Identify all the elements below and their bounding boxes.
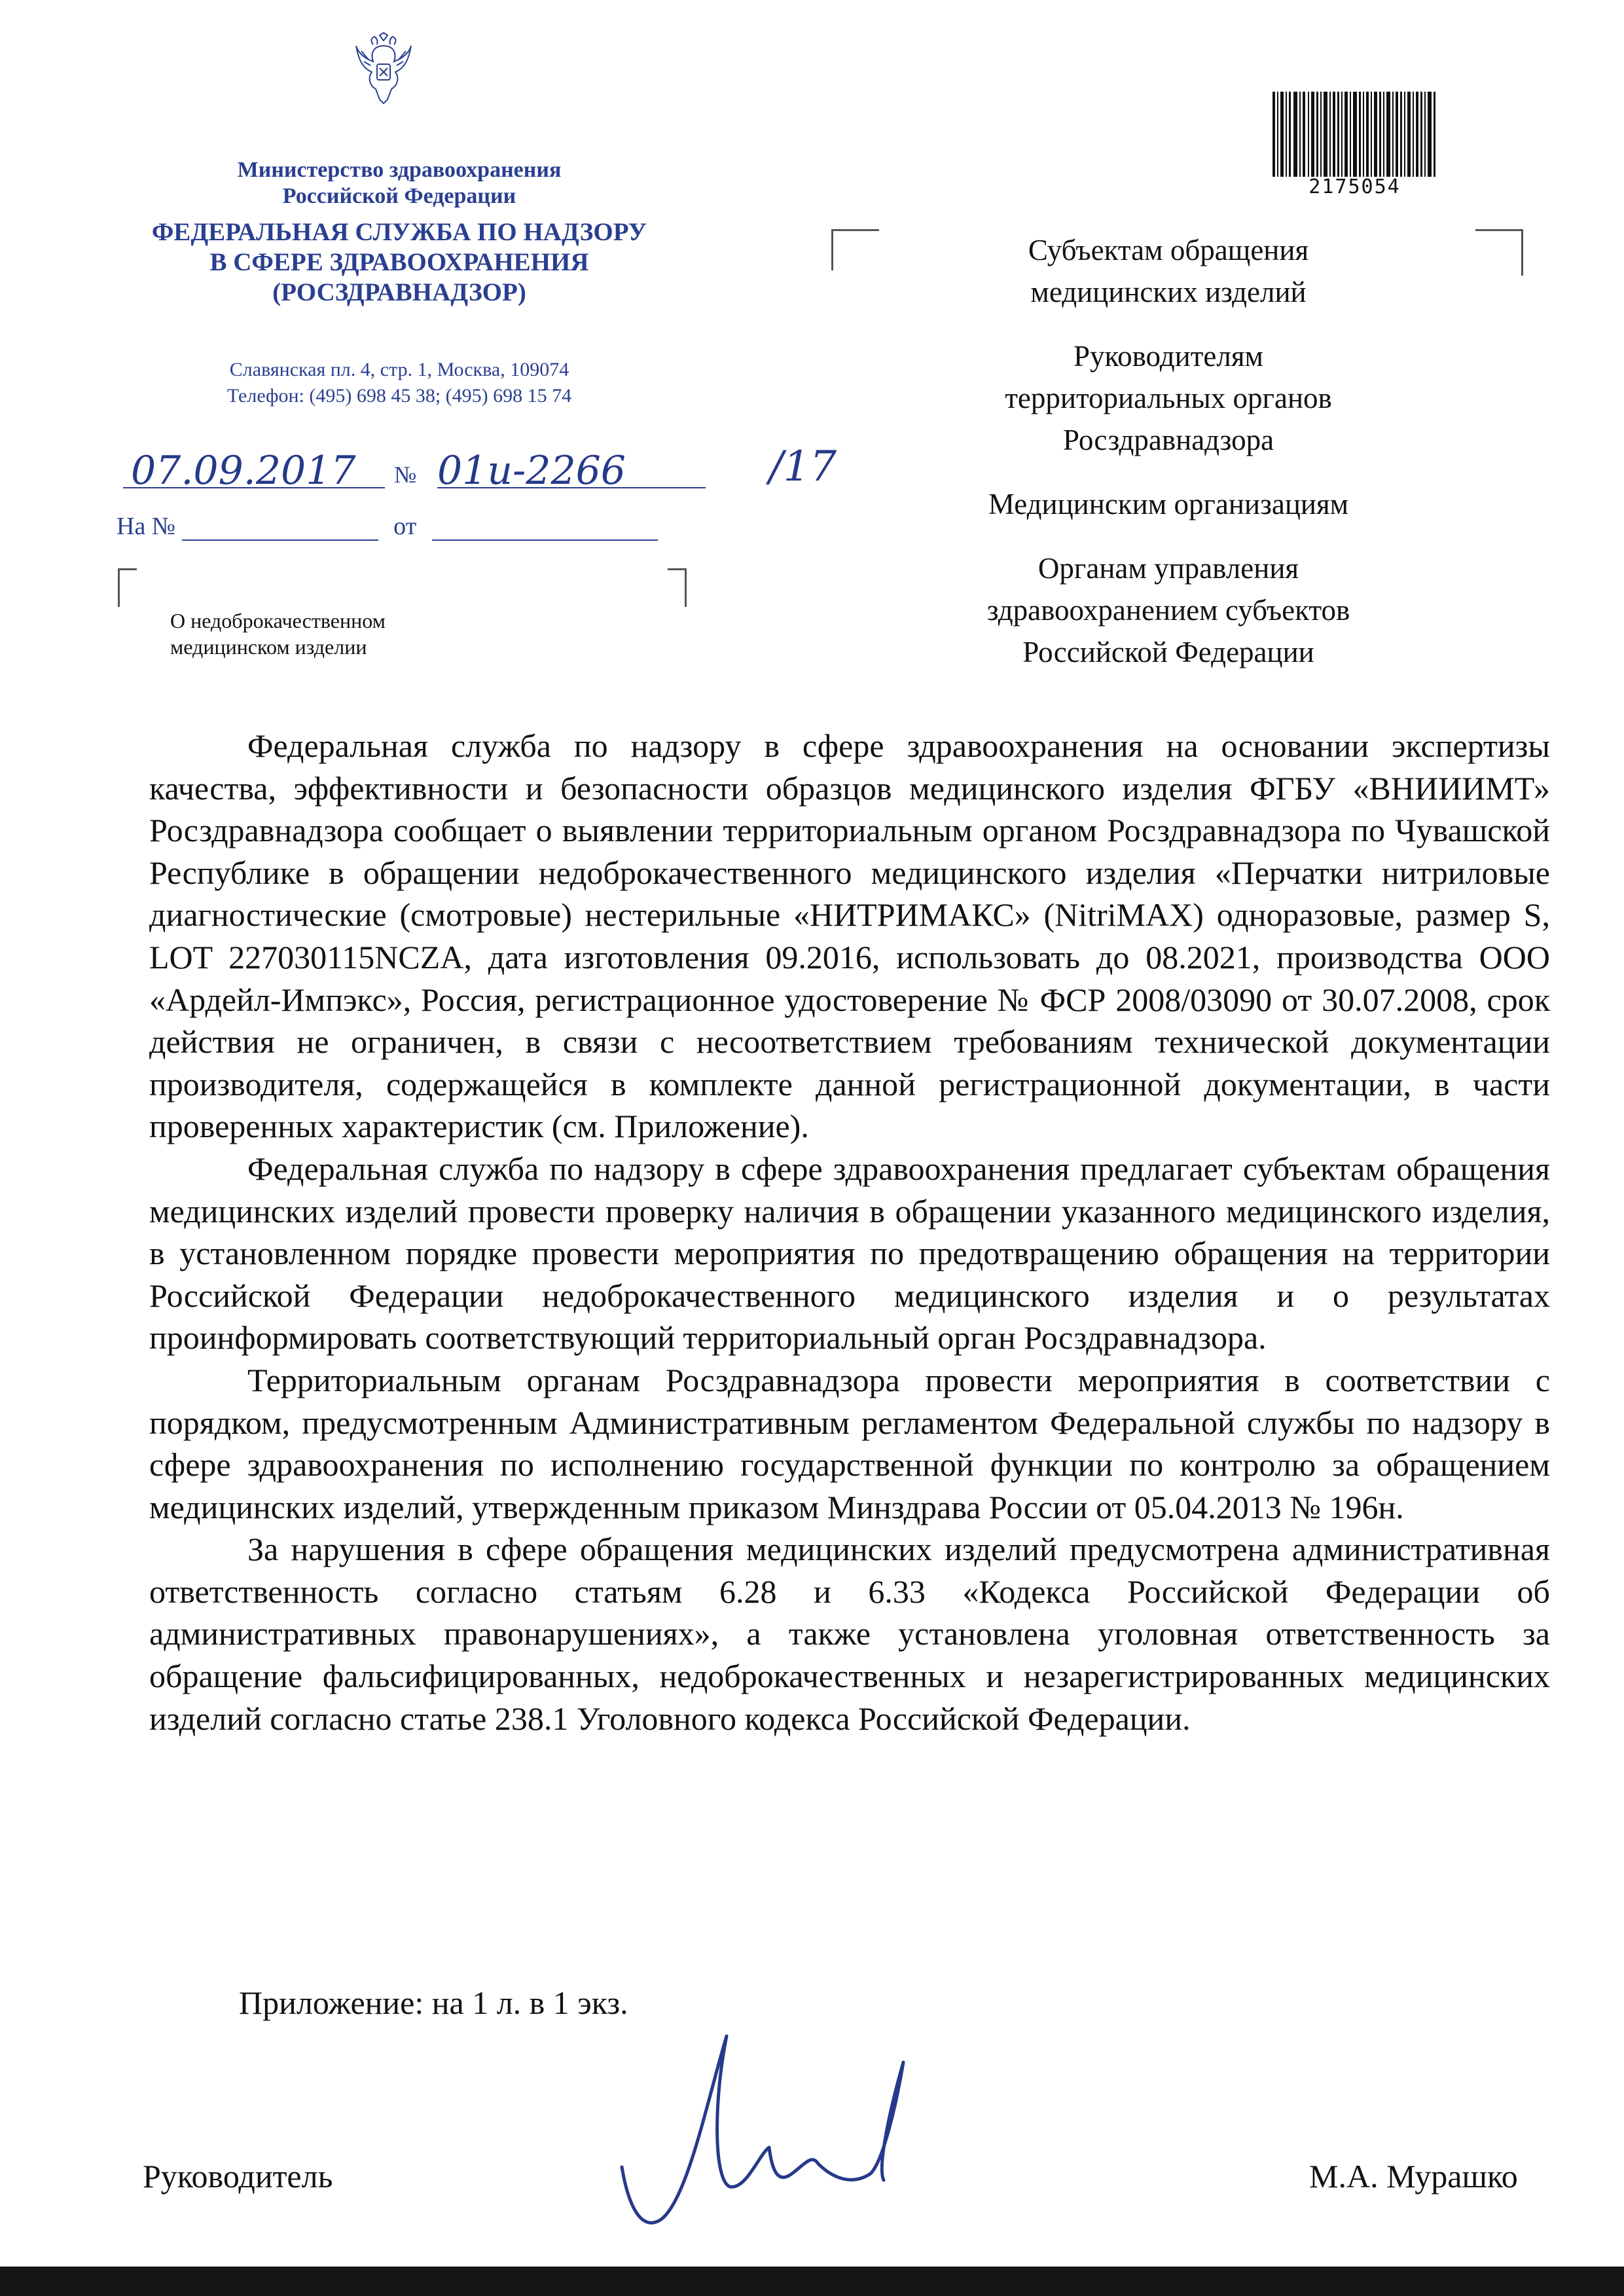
sender-address <box>131 357 668 409</box>
addressee-line: Руководителям <box>1074 340 1263 373</box>
addressee-line: территориальных органов <box>1005 382 1332 414</box>
body-paragraph: Территориальным органам Росздравнадзора провести мероприятия в соответствии с порядком, предусмотренным Административным регламентом Федеральной службы по надзору в сфере здравоохранения по исполнению государственной функции по контролю за обращением медицинских изделий, утвержденным приказом Минздрава России от 05.04.2013 № 196н. <box>149 1361 1550 1525</box>
addressee-item <box>871 335 1466 461</box>
registration-date: 07.09.2017 <box>131 448 356 494</box>
service-line-2: В СФЕРЕ ЗДРАВООХРАНЕНИЯ <box>209 248 589 276</box>
barcode-icon <box>1271 92 1438 177</box>
phone-line: Телефон: (495) 698 45 38; (495) 698 15 74 <box>226 385 572 407</box>
registration-number: 01и-2266 <box>437 448 626 494</box>
addressee-line: Органам управления <box>1038 552 1299 585</box>
addressee-item <box>871 547 1466 673</box>
body-paragraph: Федеральная служба по надзору в сфере здравоохранения на основании экспертизы качества, эффективности и безопасности образцов медицинского изделия ФГБУ «ВНИИИМТ» Росздравнадзора сообщает о выявлении территориальным органом Росздравнадзора по Чувашской Республике в обращении недоброкачественного медицинского изделия «Перчатки нитриловые диагностические (смотровые) нестерильные «НИТРИМАКС» (NitriMAX) одноразовые, размер S, LOT 227030115NCZA, дата изготовления 09.2016, использовать до 08.2021, производства ООО «Ардейл-Импэкс», Россия, регистрационное удостоверение № ФСР 2008/03090 от 30.07.2008, срок действия не ограничен, в связи с несоответствием требованиям технической документации производителя, содержащейся в комплекте данной регистрационной документации, в части проверенных характеристик (см. Приложение). <box>149 727 1550 1145</box>
appendix-note: Приложение: на 1 л. в 1 экз. <box>239 1984 628 2021</box>
service-name <box>98 217 700 308</box>
body-paragraph: За нарушения в сфере обращения медицинских изделий предусмотрена административная ответственность согласно статьям 6.28 и 6.33 «Кодекса Российской Федерации об административных правонарушениях», а также установлена уголовная ответственность за обращение фальсифицированных, недоброкачественных и незарегистрированных медицинских изделий согласно статье 238.1 Уголовного кодекса Российской Федерации. <box>149 1531 1550 1737</box>
barcode-number: 2175054 <box>1308 175 1401 198</box>
reply-number-label: На № <box>117 513 176 540</box>
registration-year: /17 <box>769 443 837 491</box>
service-line-1: ФЕДЕРАЛЬНАЯ СЛУЖБА ПО НАДЗОРУ <box>151 218 647 246</box>
addressee-line: медицинских изделий <box>1030 276 1307 308</box>
reply-number-blank <box>182 520 378 541</box>
ministry-name <box>157 157 641 210</box>
addressee-line: Российской Федерации <box>1022 636 1314 668</box>
letter-body <box>149 725 1550 1740</box>
addressee-line: Медицинским организациям <box>988 488 1349 520</box>
addressee-corner-right <box>1475 229 1523 276</box>
registration-number-label: № <box>394 462 417 488</box>
reply-date-blank <box>432 520 658 541</box>
russian-coat-of-arms-icon <box>353 31 414 105</box>
addressee-line: Субъектам обращения <box>1028 234 1309 266</box>
subject-line-2: медицинском изделии <box>170 635 367 659</box>
scan-bottom-edge <box>0 2267 1624 2296</box>
signatory-title: Руководитель <box>143 2158 333 2195</box>
addressee-line: Росздравнадзора <box>1062 424 1274 456</box>
reply-reference-line <box>117 512 658 541</box>
handwritten-signature <box>615 2023 916 2239</box>
ministry-line-1: Министерство здравоохранения <box>237 158 562 182</box>
ministry-line-2: Российской Федерации <box>282 184 516 208</box>
addressee-line: здравоохранением субъектов <box>986 594 1350 627</box>
addressee-block <box>871 229 1466 695</box>
addressee-item <box>871 483 1466 525</box>
subject-corner-right <box>668 568 687 607</box>
service-line-3: (РОСЗДРАВНАДЗОР) <box>272 278 526 306</box>
subject-corner-left <box>118 568 137 607</box>
address-line: Славянская пл. 4, стр. 1, Москва, 109074 <box>229 359 569 380</box>
letter-subject <box>170 608 386 660</box>
body-paragraph: Федеральная служба по надзору в сфере здравоохранения предлагает субъектам обращения медицинских изделий провести проверку наличия в обращении указанного медицинского изделия, в установленном порядке провести мероприятия по предотвращению обращения на территории Российской Федерации недоброкачественного медицинского изделия и о результатах проинформировать соответствующий территориальный орган Росздравнадзора. <box>149 1150 1550 1357</box>
signatory-name: М.А. Мурашко <box>1309 2158 1518 2195</box>
subject-line-1: О недоброкачественном <box>170 609 386 632</box>
addressee-item <box>871 229 1466 313</box>
reply-from-label: от <box>393 513 417 540</box>
